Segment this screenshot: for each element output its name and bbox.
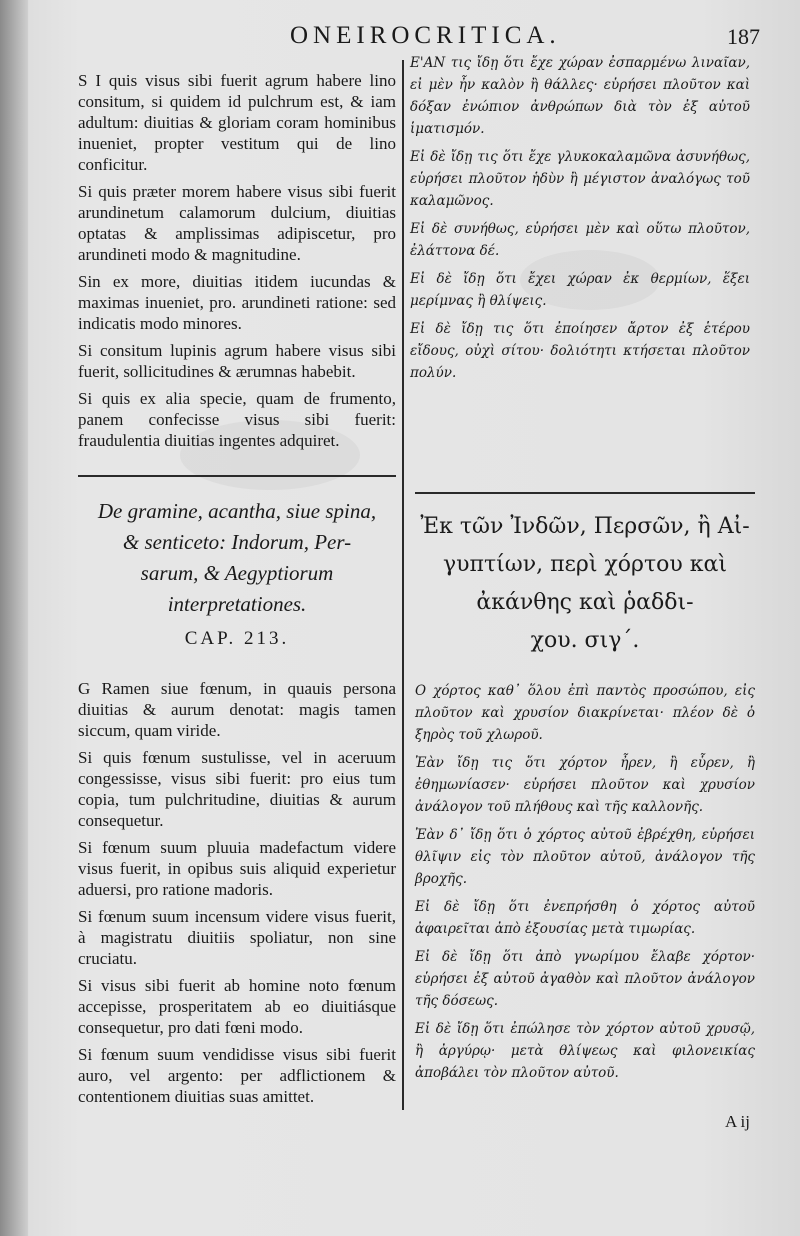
latin-paragraph: Si visus sibi fuerit ab homine noto fœnum accepisse, prosperitatem ab eo diuitiásque consequetur, pro dati fœni modo.	[78, 976, 396, 1037]
latin-paragraph	[78, 70, 396, 175]
running-header	[290, 22, 760, 56]
section-divider	[78, 475, 396, 477]
heading-line: Ἐκ τῶν Ἰνδῶν, Περσῶν, ἢ Αἰ-	[420, 514, 750, 539]
greek-paragraph: Εἰ δὲ ἴδῃ ὅτι ἐνεπρήσθη ὁ χόρτος αὐτοῦ ἀφαιρεῖται ἀπὸ ἐξουσίας μετὰ τιμωρίας.	[415, 899, 755, 937]
latin-paragraph: Si fœnum suum pluuia madefactum videre visus fuerit, in opibus suis aliquid experietur aduersi, pro ratione madoris.	[78, 838, 396, 899]
greek-paragraph: Ε'ΑΝ τις ἴδῃ ὅτι ἔχε χώραν ἐσπαρμένω λιναῖαν, εἰ μὲν ἦν καλὸν ἢ θάλλες· εὑρήσει πλοῦτον καὶ δόξαν ἐνώπιον ἀνθρώπων διὰ τὸν ἐξ αὐτοῦ ἱματισμόν.	[410, 55, 750, 137]
heading-line: De gramine, acantha, siue spina,	[97, 499, 377, 523]
latin-paragraph: Si fœnum suum vendidisse visus sibi fuerit auro, vel argento: per adflictionem & contentionem diuitias suas amittet.	[78, 1045, 396, 1106]
greek-paragraph: Εἰ δὲ ἴδῃ ὅτι ἀπὸ γνωρίμου ἔλαβε χόρτον· εὑρήσει ἐξ αὐτοῦ ἀγαθὸν καὶ πλοῦτον ἀνάλογον τῆς δόσεως.	[415, 949, 755, 1009]
greek-chapter-heading	[415, 508, 755, 660]
page-number: 187	[727, 24, 760, 49]
latin-chapter-heading	[78, 496, 396, 620]
heading-line: ἀκάνθης καὶ ῥαδδι-	[476, 590, 694, 615]
latin-paragraph: Si quis fœnum sustulisse, vel in aceruum congessisse, visus sibi fuerit: pro eius tum copia, tum pulchritudine, diuitias & aurum consequetur.	[78, 748, 396, 830]
greek-paragraph: Ἐὰν δ᾽ ἴδῃ ὅτι ὁ χόρτος αὐτοῦ ἐβρέχθη, εὑρήσει θλῖψιν εἰς τὸν πλοῦτον αὐτοῦ, ἀνάλογον τῆς βροχῆς.	[415, 827, 755, 887]
signature-mark: A ij	[724, 1112, 750, 1131]
section-divider	[415, 492, 755, 494]
latin-column-bottom	[78, 678, 396, 1113]
heading-line: interpretationes.	[167, 592, 307, 616]
greek-paragraph: Εἰ δὲ συνήθως, εὑρήσει μὲν καὶ οὕτω πλοῦτον, ἐλάττονα δέ.	[410, 221, 750, 259]
greek-column-bottom	[415, 680, 755, 1090]
latin-column-top	[78, 70, 396, 457]
greek-column-top	[410, 52, 750, 390]
latin-paragraph: Si consitum lupinis agrum habere visus sibi fuerit, sollicitudines & ærumnas habebit.	[78, 341, 396, 381]
heading-line: & senticeto: Indorum, Per-	[122, 530, 352, 554]
heading-line: χου. σιγ΄.	[530, 628, 640, 653]
greek-paragraph: Εἰ δὲ ἴδῃ τις ὅτι ἐποίησεν ἄρτον ἐξ ἑτέρου εἴδους, οὐχὶ σίτου· δολιότητι κτήσεται πλοῦτον πολύν.	[410, 321, 750, 381]
latin-paragraph: Si fœnum suum incensum videre visus fuerit, à magistratu diuitiis spoliatur, non sine cruciatu.	[78, 907, 396, 968]
greek-paragraph: Ο χόρτος καθ᾽ ὅλου ἐπὶ παντὸς προσώπου, εἰς πλοῦτον καὶ χρυσίον διακρίνεται· πλέον δὲ ὁ ξηρὸς τοῦ χλωροῦ.	[415, 683, 755, 743]
latin-paragraph: G Ramen siue fœnum, in quauis persona diuitias & aurum denotat: magis tamen siccum, quam viride.	[78, 679, 396, 740]
column-divider	[402, 60, 404, 1110]
greek-paragraph: Εἰ δὲ ἴδῃ τις ὅτι ἔχε γλυκοκαλαμῶνα ἀσυνήθως, εὑρήσει πλοῦτον ἡδὺν ἢ μέγιστον ἀναλόγως τοῦ καλαμῶνος.	[410, 149, 750, 209]
greek-paragraph: Εἰ δὲ ἴδῃ ὅτι ἔχει χώραν ἐκ θερμίων, ἕξει μερίμνας ἢ θλίψεις.	[410, 271, 750, 309]
chapter-number: CAP. 213.	[184, 628, 290, 649]
running-title: ONEIROCRITICA.	[290, 22, 561, 49]
latin-paragraph-text: S I quis visus sibi fuerit agrum habere lino consitum, si quidem id pulchrum est, & iam adultum: diuitias & gloriam coram hominibus inueniet, propter vestitum qui de lino conficitur.	[78, 71, 396, 174]
greek-paragraph: Ἐὰν ἴδῃ τις ὅτι χόρτον ἦρεν, ἢ εὗρεν, ἢ ἐθημωνίασεν· εὑρήσει πλοῦτον καὶ χρυσίον ἀνάλογον τοῦ πλήθους καὶ τῆς καλλονῆς.	[415, 755, 755, 815]
heading-line: sarum, & Aegyptiorum	[140, 561, 334, 585]
greek-paragraph: Εἰ δὲ ἴδῃ ὅτι ἐπώλησε τὸν χόρτον αὐτοῦ χρυσῷ, ἢ ἀργύρῳ· μετὰ θλίψεως καὶ φιλονεικίας ἀποβάλει τὸν πλοῦτον αὐτοῦ.	[415, 1021, 755, 1081]
latin-paragraph: Si quis ex alia specie, quam de frumento, panem confecisse visus sibi fuerit: fraudulentia diuitias ingentes adquiret.	[78, 389, 396, 450]
latin-paragraph: Sin ex more, diuitias itidem iucundas & maximas inueniet, pro. arundineti ratione: sed indicatis modo minores.	[78, 272, 396, 333]
latin-paragraph: Si quis præter morem habere visus sibi fuerit arundinetum calamorum dulcium, diuitias optatas & amplissimas adipiscetur, pro arundineti modo & magnitudine.	[78, 182, 396, 264]
heading-line: γυπτίων, περὶ χόρτου καὶ	[442, 552, 727, 577]
binding-shadow	[0, 0, 28, 1236]
